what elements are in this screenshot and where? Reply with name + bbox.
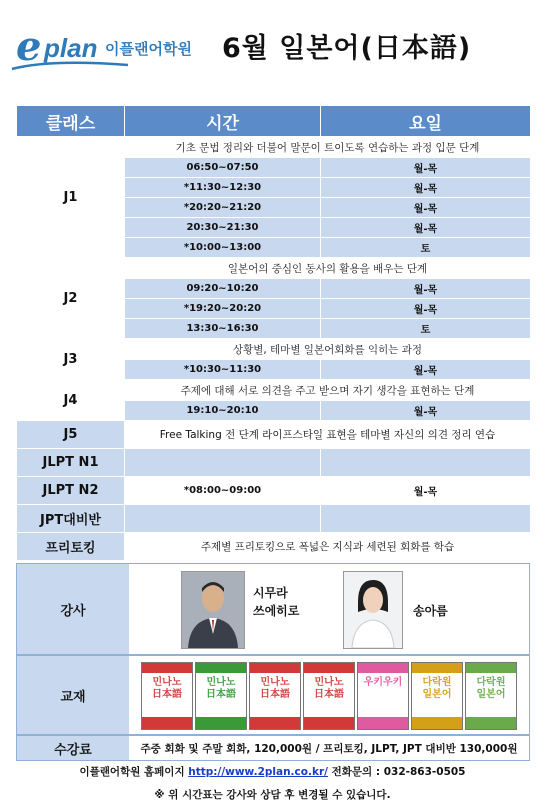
logo-swoosh-icon [10, 57, 130, 73]
cover-footer [304, 717, 354, 729]
jpt-time [125, 505, 321, 533]
j2-days: 월-목 [321, 299, 531, 319]
j1-days: 월-목 [321, 218, 531, 238]
j4-days: 월-목 [321, 401, 531, 421]
j1-time: *20:20~21:20 [125, 198, 321, 218]
j3-time: *10:30~11:30 [125, 360, 321, 380]
jpt-row [17, 505, 531, 533]
cover-band [358, 663, 408, 673]
jlpt-n2-time: *08:00~09:00 [125, 477, 321, 505]
logo-e: e [16, 23, 42, 70]
cover-footer [142, 717, 192, 729]
j1-time: *11:30~12:30 [125, 178, 321, 198]
jlpt-n1-row [17, 449, 531, 477]
class-j3: J3 [17, 339, 125, 380]
cover-band [196, 663, 246, 673]
phone-info: 전화문의 : 032-863-0505 [331, 766, 466, 778]
teacher-name-2: 송아름 [413, 604, 448, 618]
textbook-cover [249, 662, 301, 730]
j1-desc-row [17, 137, 531, 158]
homepage-label: 이플랜어학원 홈페이지 [79, 766, 185, 778]
j5-row [17, 421, 531, 449]
cover-title: 민나노 日本語 [260, 677, 290, 700]
logo-plan: plan [44, 33, 98, 63]
j1-time: 20:30~21:30 [125, 218, 321, 238]
class-j2: J2 [17, 258, 125, 339]
textbook-label: 교재 [17, 656, 129, 734]
textbook-cover [195, 662, 247, 730]
class-free-talking: 프리토킹 [17, 533, 125, 561]
class-j1: J1 [17, 137, 125, 258]
j1-days: 토 [321, 238, 531, 258]
cover-band [304, 663, 354, 673]
teacher-photo-1 [181, 571, 245, 649]
page-header [0, 0, 545, 100]
j2-days: 토 [321, 319, 531, 339]
fee-row [16, 735, 530, 761]
textbook-cover [465, 662, 517, 730]
class-j5: J5 [17, 421, 125, 449]
jlpt-n1-time [125, 449, 321, 477]
j3-description: 상황별, 테마별 일본어회화를 익히는 과정 [125, 339, 531, 360]
class-jpt: JPT대비반 [17, 505, 125, 533]
class-j4: J4 [17, 380, 125, 421]
textbook-cover [411, 662, 463, 730]
fee-text: 주중 회화 및 주말 회화, 120,000원 / 프리토킹, JLPT, JPT 대비반 130,000원 [140, 742, 518, 755]
eplan-logo [10, 23, 210, 71]
j4-time: 19:10~20:10 [125, 401, 321, 421]
textbook-cover [141, 662, 193, 730]
teacher-name-1: 시무라 쓰에히로 [253, 586, 300, 618]
j2-time: 09:20~10:20 [125, 279, 321, 299]
j1-days: 월-목 [321, 198, 531, 218]
woman-portrait-icon [344, 572, 402, 648]
cover-footer [466, 717, 516, 729]
j1-days: 월-목 [321, 158, 531, 178]
teacher-label: 강사 [17, 564, 129, 654]
j2-time: *19:20~20:20 [125, 299, 321, 319]
homepage-link[interactable]: http://www.2plan.co.kr/ [188, 766, 328, 778]
j4-description: 주제에 대해 서로 의견을 주고 받으며 자기 생각을 표현하는 단계 [125, 380, 531, 401]
textbook-cover [357, 662, 409, 730]
j2-description: 일본어의 중심인 동사의 활용을 배우는 단계 [125, 258, 531, 279]
teacher-row [16, 563, 530, 655]
free-talking-description: 주제별 프리토킹으로 폭넓은 지식과 세련된 회화를 학습 [125, 533, 531, 561]
textbook-row [16, 655, 530, 735]
col-header-time: 시간 [125, 106, 321, 137]
cover-footer [250, 717, 300, 729]
j1-days: 월-목 [321, 178, 531, 198]
jpt-days [321, 505, 531, 533]
j2-days: 월-목 [321, 279, 531, 299]
cover-footer [358, 717, 408, 729]
cover-footer [196, 717, 246, 729]
textbook-cover [303, 662, 355, 730]
table-header-row [17, 106, 531, 137]
schedule-table [16, 105, 531, 561]
cover-band [250, 663, 300, 673]
class-jlpt-n1: JLPT N1 [17, 449, 125, 477]
cover-title: 우키우키 [363, 677, 403, 688]
j1-time: 06:50~07:50 [125, 158, 321, 178]
cover-band [412, 663, 462, 673]
j4-desc-row [17, 380, 531, 401]
page-title: 6월 일본어(日本語) [222, 33, 472, 64]
fee-label: 수강료 [17, 736, 129, 760]
cover-footer [412, 717, 462, 729]
cover-band [142, 663, 192, 673]
j3-days: 월-목 [321, 360, 531, 380]
cover-title: 다락원 일본어 [422, 677, 452, 700]
j2-time: 13:30~16:30 [125, 319, 321, 339]
col-header-class: 클래스 [17, 106, 125, 137]
footer-notice: ※ 위 시간표는 강사와 상담 후 변경될 수 있습니다. [154, 789, 391, 801]
cover-title: 민나노 日本語 [314, 677, 344, 700]
j1-description: 기초 문법 정리와 더불어 말문이 트이도록 연습하는 과정 입문 단계 [125, 137, 531, 158]
man-portrait-icon [182, 572, 244, 648]
logo-academy-name: 이플랜어학원 [105, 40, 192, 58]
jlpt-n2-days: 월-목 [321, 477, 531, 505]
jlpt-n1-days [321, 449, 531, 477]
cover-band [466, 663, 516, 673]
free-talking-row [17, 533, 531, 561]
j5-description: Free Talking 전 단계 라이프스타일 표현을 테마별 자신의 의견 정리 연습 [125, 421, 531, 449]
teacher-photo-2 [343, 571, 403, 649]
cover-title: 다락원 일본어 [476, 677, 506, 700]
footer-contact [0, 764, 545, 779]
jlpt-n2-row [17, 477, 531, 505]
class-jlpt-n2: JLPT N2 [17, 477, 125, 505]
cover-title: 민나노 日本語 [152, 677, 182, 700]
cover-title: 민나노 日本語 [206, 677, 236, 700]
j2-desc-row [17, 258, 531, 279]
j3-desc-row [17, 339, 531, 360]
j1-time: *10:00~13:00 [125, 238, 321, 258]
col-header-days: 요일 [321, 106, 531, 137]
